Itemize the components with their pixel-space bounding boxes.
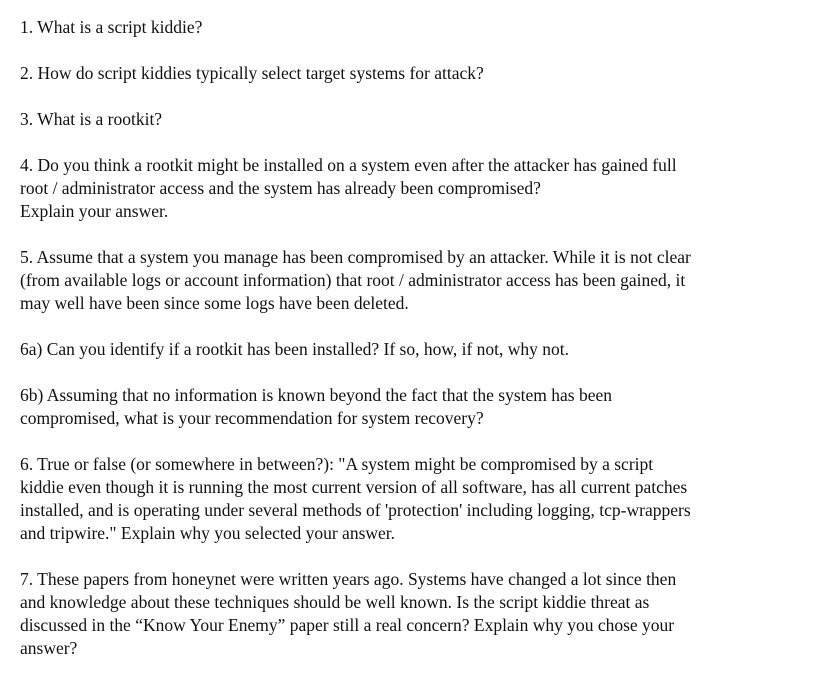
- question-line: 6. True or false (or somewhere in between?): "A system might be compromised by a script: [20, 454, 654, 474]
- question-6: [20, 453, 821, 545]
- question-line: 2. How do script kiddies typically select target systems for attack?: [20, 63, 484, 83]
- question-line: Explain your answer.: [20, 201, 169, 221]
- question-line: kiddie even though it is running the most current version of all software, has all current patches: [20, 477, 688, 497]
- question-line: (from available logs or account information) that root / administrator access has been gained, it: [20, 270, 686, 290]
- question-line: 1. What is a script kiddie?: [20, 17, 203, 37]
- question-line: installed, and is operating under several methods of 'protection' including logging, tcp-wrappers: [20, 500, 691, 520]
- question-1: [20, 16, 821, 39]
- question-line: may well have been since some logs have been deleted.: [20, 293, 409, 313]
- question-line: compromised, what is your recommendation for system recovery?: [20, 408, 484, 428]
- question-line: and knowledge about these techniques should be well known. Is the script kiddie threat as: [20, 592, 650, 612]
- question-line: discussed in the “Know Your Enemy” paper still a real concern? Explain why you chose your: [20, 615, 675, 635]
- question-line: 4. Do you think a rootkit might be installed on a system even after the attacker has gained full: [20, 155, 677, 175]
- question-line: and tripwire." Explain why you selected your answer.: [20, 523, 396, 543]
- question-6a: [20, 338, 821, 361]
- question-7: [20, 568, 821, 660]
- question-6b: [20, 384, 821, 430]
- question-line: 3. What is a rootkit?: [20, 109, 163, 129]
- question-line: 6b) Assuming that no information is known beyond the fact that the system has been: [20, 385, 612, 405]
- question-line: answer?: [20, 638, 78, 658]
- question-line: 6a) Can you identify if a rootkit has been installed? If so, how, if not, why not.: [20, 339, 570, 359]
- question-2: [20, 62, 821, 85]
- question-3: [20, 108, 821, 131]
- question-line: root / administrator access and the system has already been compromised?: [20, 178, 541, 198]
- question-line: 7. These papers from honeynet were written years ago. Systems have changed a lot since then: [20, 569, 677, 589]
- question-5: [20, 246, 821, 315]
- question-line: 5. Assume that a system you manage has been compromised by an attacker. While it is not clear: [20, 247, 691, 267]
- question-4: [20, 154, 821, 223]
